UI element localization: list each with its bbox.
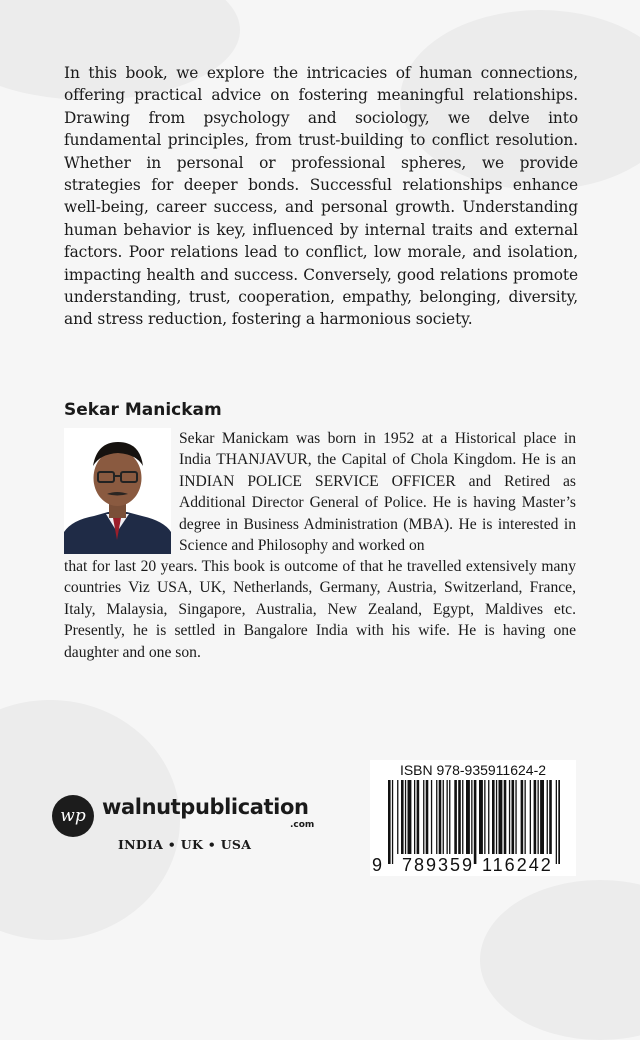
barcode-bar [454,780,457,854]
barcode-bar [462,780,463,854]
barcode-bar [417,780,420,854]
barcode-bar [426,780,429,854]
publisher-logo-icon: wp [52,795,94,837]
barcode-bar [401,780,404,854]
barcode-bar [540,780,544,854]
publisher-countries: INDIA • UK • USA [118,837,252,852]
isbn-barcode [370,760,576,876]
barcode-bar [474,780,477,864]
barcode-bar [388,780,391,864]
barcode-bar [496,780,497,854]
barcode-bar [447,780,448,854]
barcode-bar [484,780,485,854]
barcode-bar [504,780,507,854]
barcode-bar [431,780,432,854]
barcode-digits-left: 789359 [402,855,475,875]
author-name: Sekar Manickam [64,400,222,420]
barcode-bar [443,780,444,854]
barcode-bar [449,780,450,854]
author-bio-part-1 [179,428,576,556]
barcode-bar [521,780,524,854]
barcode-bar [525,780,526,854]
barcode-digit-first: 9 [372,855,383,875]
barcode-bar [515,780,516,854]
barcode-bar [530,780,531,854]
barcode-bar [509,780,510,854]
barcode-bar [479,780,483,854]
barcode-bar [408,780,412,854]
barcode-bar [512,780,515,854]
barcode-bar [439,780,442,854]
author-bio-part-2 [64,556,576,663]
barcode-bar [423,780,424,854]
author-portrait-illustration [64,428,171,554]
isbn-label: ISBN 978-935911624-2 [399,762,547,778]
barcode-bar [458,780,461,854]
barcode-bar [492,780,495,854]
barcode-bar [436,780,437,854]
publisher-domain: .com [290,820,315,830]
barcode-bar [534,780,537,854]
publisher-block [52,787,332,857]
barcode-bar [392,780,393,864]
barcode-bar [549,780,552,854]
barcode-bar [538,780,539,854]
barcode-digits [370,855,576,875]
publisher-name: walnutpublication [102,795,309,819]
barcode-bar [558,780,560,864]
barcode-bar [547,780,548,854]
back-cover-blurb: In this book, we explore the intricacies of human connections, offering practical advice on fostering meaningful relationships. Drawing from psychology and sociology, we delve into fundamental principles, from trust-building to conflict resolution. Whether in personal or professional spheres, we provide strategies for deeper bonds. Successful relationships enhance well-being, career success, and personal growth. Understanding human behavior is key, influenced by internal traits and external factors. Poor relations lead to conflict, low morale, and isolation, impacting health and success. Conversely, good relations promote understanding, trust, cooperation, empathy, belonging, diversity, and stress reduction, fostering a harmonious society. [64,64,578,329]
author-bio-text-2: that for last 20 years. This book is outcome of that he travelled extensively many countries Viz USA, UK, Netherlands, Germany, Austria, Switzerland, France, Italy, Malaysia, Singapore, Australia, New Zealand, Egypt, Maldives etc. Presently, he is settled in Bangalore India with his wife. He is having one daughter and one son. [64,558,576,661]
barcode-bar [466,780,470,854]
barcode-bars [388,780,560,864]
barcode-bar [499,780,503,854]
barcode-bar [414,780,415,854]
barcode-bar [405,780,406,854]
barcode-digits-right: 116242 [482,855,553,875]
author-bio-text-1: Sekar Manickam was born in 1952 at a Historical place in India THANJAVUR, the Capital of Chola Kingdom. He is an INDIAN POLICE SERVICE OFFICER and Retired as Additional Director General of Police. He is having Master’s degree in Business Administration (MBA). He is interested in Science and Philosophy and worked on [179,430,576,555]
barcode-bar [556,780,557,864]
barcode-bar [488,780,489,854]
barcode-bar [397,780,398,854]
background-shape [480,880,640,1040]
author-photo [64,428,171,554]
barcode-bar [471,780,472,854]
